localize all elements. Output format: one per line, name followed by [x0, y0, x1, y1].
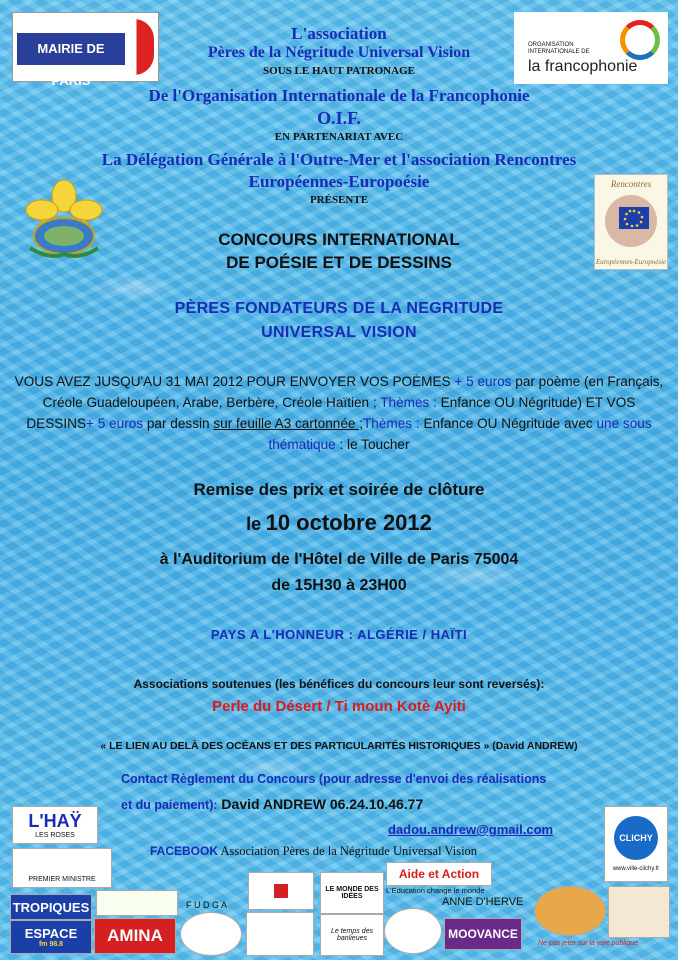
rules-part-1: VOUS AVEZ JUSQU'AU 31 MAI 2012 POUR ENVOYER VOS POÈMES: [14, 374, 455, 389]
association-name: Pères de la Négritude Universal Vision: [207, 44, 471, 61]
espace-text: ESPACE: [24, 926, 78, 941]
mairie-de-paris-text: MAIRIE DE PARIS: [17, 33, 125, 65]
rules-part-7: par dessin: [143, 416, 214, 431]
rencontres-bottom-text: Européennes-Europoésie: [595, 258, 667, 266]
contact-paiement-label: et du paiement):: [121, 798, 218, 812]
aide-et-action-logo: [386, 862, 492, 886]
anne-herve-emblem-logo: [384, 908, 442, 954]
espace-logo: [10, 920, 92, 954]
partner-red-square-icon: [274, 884, 288, 898]
delegation-line-1: La Délégation Générale à l'Outre-Mer et l'association Rencontres: [101, 150, 577, 169]
tropiques-logo: [10, 894, 92, 920]
premier-ministre-logo: [12, 848, 112, 888]
premier-ministre-text: PREMIER MINISTRE: [28, 876, 96, 883]
monde-des-idees-text: LE MONDE DES IDÉES: [325, 886, 379, 900]
hay-text: L'HAŸ: [28, 811, 82, 831]
clichy-url-text: www.ville-clichy.fr: [612, 866, 660, 872]
event-hours: de 15H30 à 23H00: [271, 577, 407, 594]
facebook-label: FACEBOOK: [150, 844, 219, 858]
partner-red-logo: [248, 872, 314, 910]
event-date: 10 octobre 2012: [265, 510, 432, 535]
monde-des-idees-logo: [320, 872, 384, 914]
anne-herve-text: ANNE D'HERVE: [442, 896, 524, 908]
concours-title-line-2: DE POÉSIE ET DE DESSINS: [226, 253, 452, 272]
rules-themes-label-2: Thèmes :: [363, 416, 420, 431]
rules-sub-theme-label: une sous thématique: [268, 416, 652, 452]
event-date-line: [0, 510, 678, 536]
partner-emblem-logo: [246, 912, 314, 956]
quote-text: « LE LIEN AU DELÀ DES OCÉANS ET DES PARTICULARITÉS HISTORIQUES » (David ANDREW): [100, 740, 578, 752]
facebook-text: Association Pères de la Négritude Universal Vision: [218, 844, 478, 858]
hay-sub-text: LES ROSES: [35, 832, 75, 839]
partenariat-label: EN PARTENARIAT AVEC: [274, 131, 404, 143]
clichy-text: CLICHY: [619, 833, 653, 843]
rencontres-top-text: Rencontres: [610, 179, 652, 189]
perle-du-desert-logo: [534, 886, 606, 936]
moovance-logo: [444, 918, 522, 950]
rules-price-drawing: + 5 euros: [86, 416, 144, 431]
partner-small-logo: [96, 890, 178, 916]
rules-part-10: Enfance OU Négritude avec: [419, 416, 597, 431]
contact-line-1: Contact Règlement du Concours (pour adresse d'envoi des réalisations: [121, 772, 547, 786]
date-prefix: le: [246, 514, 262, 534]
espace-sub-text: fm 98.8: [38, 941, 64, 948]
patronage-label: SOUS LE HAUT PATRONAGE: [263, 65, 415, 77]
francophonie-small-text: ORGANISATION INTERNATIONALE DE: [528, 42, 590, 55]
ne-pas-jeter-text: Ne pas jeter sur la voie publique: [538, 940, 639, 947]
delegation-line-2: Européennes-Europoésie: [248, 172, 430, 191]
fudga-logo: [180, 912, 242, 956]
presente-label: PRÉSENTE: [309, 194, 369, 206]
remise-des-prix: Remise des prix et soirée de clôture: [193, 480, 485, 499]
clichy-logo: [604, 806, 668, 882]
tropiques-text: TROPIQUES: [12, 899, 90, 915]
hay-les-roses-logo: [12, 806, 98, 844]
contact-phone: David ANDREW 06.24.10.46.77: [217, 796, 424, 812]
rules-part-12: : le Toucher: [335, 437, 410, 452]
ti-moun-logo: [608, 886, 670, 938]
contact-line-2: [121, 796, 423, 812]
event-location: à l'Auditorium de l'Hôtel de Ville de Paris 75004: [159, 551, 519, 568]
fudga-text: F U D G A: [186, 900, 228, 910]
amina-text: AMINA: [107, 926, 163, 945]
rules-themes-label-1: Thèmes :: [380, 395, 437, 410]
rules-paragraph: [8, 371, 670, 455]
facebook-line: [150, 844, 477, 859]
associations-names: Perle du Désert / Ti moun Kotè Ayiti: [212, 698, 466, 715]
organisation-line: De l'Organisation Internationale de la Francophonie: [148, 86, 530, 105]
amina-logo: [94, 918, 176, 954]
peres-fondateurs-line-1: PÈRES FONDATEURS DE LA NEGRITUDE: [174, 300, 504, 317]
oif-label: O.I.F.: [317, 108, 361, 128]
concours-title-line-1: CONCOURS INTERNATIONAL: [218, 230, 460, 249]
contact-email-link[interactable]: dadou.andrew@gmail.com: [388, 822, 554, 837]
francophonie-big-text: la francophonie: [528, 58, 638, 75]
aide-et-action-text: Aide et Action: [398, 867, 480, 881]
association-label: L'association: [291, 24, 387, 43]
rules-part-5: Enfance OU Négritude) ET VOS DESSINS: [26, 395, 636, 431]
associations-intro: Associations soutenues (les bénéfices du concours leur sont reversés):: [133, 677, 545, 691]
temps-des-banlieues-logo: [320, 914, 384, 956]
rules-price-poem: + 5 euros: [454, 374, 512, 389]
education-tagline: L'Education change le monde: [386, 886, 485, 895]
peres-fondateurs-line-2: UNIVERSAL VISION: [261, 324, 417, 341]
moovance-text: MOOVANCE: [448, 927, 518, 941]
temps-des-banlieues-text: Le temps des banlieues: [330, 928, 374, 942]
pays-honneur: PAYS A L'HONNEUR : ALGÉRIE / HAÏTI: [210, 627, 468, 642]
rules-part-3: par poème (en Français, Créole Guadeloupéen, Arabe, Berbère, Créole Haïtien ;: [42, 374, 664, 410]
rules-paper-format: sur feuille A3 cartonnée ;: [213, 416, 363, 431]
clichy-emblem-icon: [614, 816, 658, 860]
